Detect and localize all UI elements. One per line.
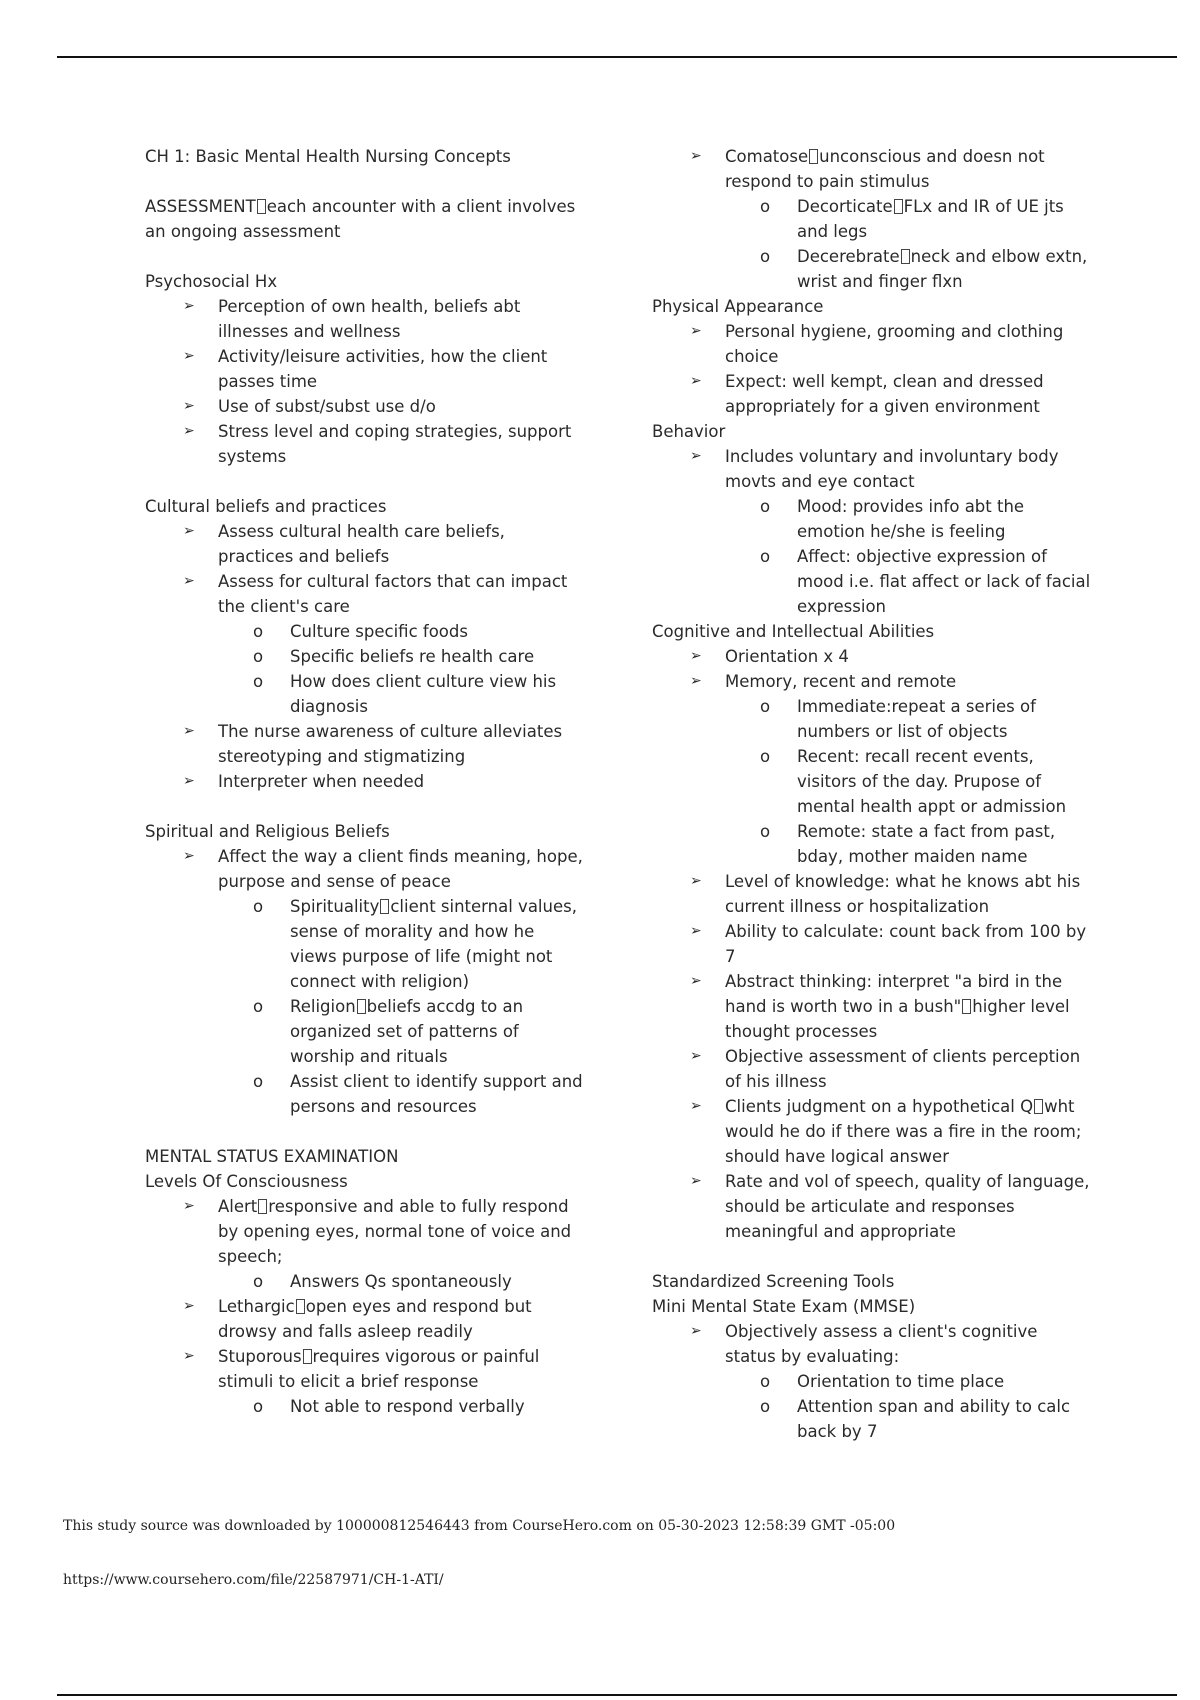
item-text: Spirituality client sinternal values, sense of morality and how he views purpose of life (might not connect with religion) bbox=[290, 897, 577, 991]
section-heading bbox=[652, 294, 1092, 319]
item-text: Stress level and coping strategies, support systems bbox=[218, 422, 572, 466]
circle-bullet-icon: o bbox=[253, 897, 264, 916]
bullet-item bbox=[652, 1169, 1092, 1244]
circle-bullet-icon: o bbox=[253, 1072, 264, 1091]
bullet-item bbox=[145, 1344, 585, 1394]
bullet-item bbox=[652, 644, 1092, 669]
item-text: Physical Appearance bbox=[652, 297, 824, 316]
item-text: Cultural beliefs and practices bbox=[145, 497, 387, 516]
item-text: Behavior bbox=[652, 422, 726, 441]
item-text: Rate and vol of speech, quality of language, should be articulate and responses meaningful and appropriate bbox=[725, 1172, 1090, 1241]
section-heading bbox=[652, 619, 1092, 644]
section-heading bbox=[652, 1294, 1092, 1319]
missing-glyph-icon bbox=[809, 149, 818, 164]
bullet-item bbox=[652, 1044, 1092, 1094]
arrow-bullet-icon: ➢ bbox=[690, 373, 702, 389]
arrow-bullet-icon: ➢ bbox=[690, 673, 702, 689]
circle-bullet-icon: o bbox=[253, 647, 264, 666]
section-heading bbox=[145, 1169, 585, 1194]
bullet-item bbox=[145, 844, 585, 894]
item-text: Religion beliefs accdg to an organized set of patterns of worship and rituals bbox=[290, 997, 524, 1066]
circle-bullet-icon: o bbox=[760, 247, 771, 266]
bullet-item bbox=[652, 319, 1092, 369]
arrow-bullet-icon: ➢ bbox=[690, 448, 702, 464]
circle-bullet-icon: o bbox=[760, 1372, 771, 1391]
spacer bbox=[145, 469, 585, 494]
bullet-item bbox=[145, 769, 585, 794]
item-text: Ability to calculate: count back from 100 by 7 bbox=[725, 922, 1087, 966]
section-heading bbox=[652, 419, 1092, 444]
bullet-item bbox=[145, 394, 585, 419]
arrow-bullet-icon: ➢ bbox=[183, 1198, 195, 1214]
item-text: Level of knowledge: what he knows abt his current illness or hospitalization bbox=[725, 872, 1081, 916]
right-column bbox=[652, 144, 1092, 1444]
missing-glyph-icon bbox=[901, 249, 910, 264]
arrow-bullet-icon: ➢ bbox=[690, 1098, 702, 1114]
bullet-item bbox=[652, 669, 1092, 694]
bullet-item bbox=[652, 869, 1092, 919]
circle-bullet-icon: o bbox=[253, 1272, 264, 1291]
sub-bullet-item bbox=[145, 644, 585, 669]
download-note: This study source was downloaded by 100000812546443 from CourseHero.com on 05-30-2023 12:58:39 GMT -05:00 bbox=[63, 1518, 896, 1534]
sub-bullet-item bbox=[145, 1069, 585, 1119]
missing-glyph-icon bbox=[894, 199, 903, 214]
item-text: Cognitive and Intellectual Abilities bbox=[652, 622, 935, 641]
sub-bullet-item bbox=[652, 744, 1092, 819]
circle-bullet-icon: o bbox=[253, 672, 264, 691]
sub-bullet-item bbox=[652, 244, 1092, 294]
item-text: Activity/leisure activities, how the client passes time bbox=[218, 347, 548, 391]
item-text: Attention span and ability to calc back by 7 bbox=[797, 1397, 1071, 1441]
section-heading bbox=[145, 1144, 585, 1169]
sub-bullet-item bbox=[652, 1394, 1092, 1444]
item-text: Not able to respond verbally bbox=[290, 1397, 525, 1416]
item-text: Objective assessment of clients perception of his illness bbox=[725, 1047, 1081, 1091]
spacer bbox=[145, 244, 585, 269]
item-text: CH 1: Basic Mental Health Nursing Concepts bbox=[145, 147, 511, 166]
sub-bullet-item bbox=[145, 894, 585, 994]
item-text: Decerebrate neck and elbow extn, wrist and finger flxn bbox=[797, 247, 1088, 291]
item-text: Immediate:repeat a series of numbers or list of objects bbox=[797, 697, 1036, 741]
item-text: Assist client to identify support and persons and resources bbox=[290, 1072, 583, 1116]
source-url[interactable]: https://www.coursehero.com/file/22587971/CH-1-ATI/ bbox=[63, 1572, 444, 1588]
item-text: Psychosocial Hx bbox=[145, 272, 278, 291]
arrow-bullet-icon: ➢ bbox=[690, 148, 702, 164]
arrow-bullet-icon: ➢ bbox=[183, 423, 195, 439]
section-heading bbox=[145, 819, 585, 844]
bullet-item bbox=[652, 969, 1092, 1044]
sub-bullet-item bbox=[145, 1394, 585, 1419]
missing-glyph-icon bbox=[303, 1349, 312, 1364]
item-text: Assess for cultural factors that can impact the client's care bbox=[218, 572, 568, 616]
sub-bullet-item bbox=[145, 994, 585, 1069]
circle-bullet-icon: o bbox=[760, 1397, 771, 1416]
item-text: Mini Mental State Exam (MMSE) bbox=[652, 1297, 916, 1316]
item-text: Answers Qs spontaneously bbox=[290, 1272, 512, 1291]
spacer bbox=[652, 1244, 1092, 1269]
missing-glyph-icon bbox=[1034, 1099, 1043, 1114]
arrow-bullet-icon: ➢ bbox=[690, 648, 702, 664]
arrow-bullet-icon: ➢ bbox=[690, 923, 702, 939]
arrow-bullet-icon: ➢ bbox=[183, 723, 195, 739]
item-text: Use of subst/subst use d/o bbox=[218, 397, 436, 416]
item-text: How does client culture view his diagnosis bbox=[290, 672, 557, 716]
section-heading bbox=[145, 494, 585, 519]
item-text: Standardized Screening Tools bbox=[652, 1272, 895, 1291]
section-heading bbox=[145, 269, 585, 294]
missing-glyph-icon bbox=[962, 999, 971, 1014]
spacer bbox=[145, 794, 585, 819]
item-text: Specific beliefs re health care bbox=[290, 647, 535, 666]
item-text: Includes voluntary and involuntary body movts and eye contact bbox=[725, 447, 1059, 491]
bullet-item bbox=[145, 569, 585, 619]
arrow-bullet-icon: ➢ bbox=[690, 1048, 702, 1064]
item-text: Remote: state a fact from past, bday, mother maiden name bbox=[797, 822, 1056, 866]
item-text: Assess cultural health care beliefs, practices and beliefs bbox=[218, 522, 505, 566]
arrow-bullet-icon: ➢ bbox=[183, 773, 195, 789]
item-text: Spiritual and Religious Beliefs bbox=[145, 822, 390, 841]
item-text: Orientation x 4 bbox=[725, 647, 849, 666]
item-text: Affect: objective expression of mood i.e. flat affect or lack of facial expression bbox=[797, 547, 1091, 616]
sub-bullet-item bbox=[652, 694, 1092, 744]
missing-glyph-icon bbox=[258, 1199, 267, 1214]
arrow-bullet-icon: ➢ bbox=[690, 1323, 702, 1339]
bullet-item bbox=[145, 419, 585, 469]
sub-bullet-item bbox=[652, 544, 1092, 619]
sub-bullet-item bbox=[145, 1269, 585, 1294]
circle-bullet-icon: o bbox=[760, 747, 771, 766]
bullet-item bbox=[652, 444, 1092, 494]
missing-glyph-icon bbox=[380, 899, 389, 914]
bullet-item bbox=[652, 144, 1092, 194]
arrow-bullet-icon: ➢ bbox=[183, 573, 195, 589]
top-rule bbox=[57, 56, 1177, 58]
spacer bbox=[145, 169, 585, 194]
item-text: Personal hygiene, grooming and clothing choice bbox=[725, 322, 1064, 366]
bottom-rule bbox=[57, 1694, 1177, 1696]
section-heading bbox=[145, 194, 585, 244]
missing-glyph-icon bbox=[296, 1299, 305, 1314]
item-text: Clients judgment on a hypothetical Q wht would he do if there was a fire in the room; should have logical answer bbox=[725, 1097, 1082, 1166]
circle-bullet-icon: o bbox=[760, 497, 771, 516]
arrow-bullet-icon: ➢ bbox=[690, 1173, 702, 1189]
item-text: Interpreter when needed bbox=[218, 772, 425, 791]
bullet-item bbox=[652, 919, 1092, 969]
bullet-item bbox=[145, 719, 585, 769]
item-text: Comatose unconscious and doesn not respond to pain stimulus bbox=[725, 147, 1045, 191]
item-text: Levels Of Consciousness bbox=[145, 1172, 348, 1191]
item-text: Perception of own health, beliefs abt illnesses and wellness bbox=[218, 297, 521, 341]
item-text: Mood: provides info abt the emotion he/she is feeling bbox=[797, 497, 1025, 541]
left-column bbox=[145, 144, 585, 1419]
arrow-bullet-icon: ➢ bbox=[183, 1298, 195, 1314]
circle-bullet-icon: o bbox=[253, 622, 264, 641]
item-text: Alert responsive and able to fully respond by opening eyes, normal tone of voice and speech; bbox=[218, 1197, 572, 1266]
circle-bullet-icon: o bbox=[760, 547, 771, 566]
bullet-item bbox=[145, 294, 585, 344]
item-text: Abstract thinking: interpret "a bird in the hand is worth two in a bush" higher level thought processes bbox=[725, 972, 1070, 1041]
item-text: Lethargic open eyes and respond but drowsy and falls asleep readily bbox=[218, 1297, 532, 1341]
arrow-bullet-icon: ➢ bbox=[183, 1348, 195, 1364]
arrow-bullet-icon: ➢ bbox=[690, 873, 702, 889]
bullet-item bbox=[145, 1294, 585, 1344]
item-text: The nurse awareness of culture alleviates stereotyping and stigmatizing bbox=[218, 722, 563, 766]
item-text: Affect the way a client finds meaning, hope, purpose and sense of peace bbox=[218, 847, 583, 891]
sub-bullet-item bbox=[145, 669, 585, 719]
bullet-item bbox=[145, 1194, 585, 1269]
sub-bullet-item bbox=[652, 819, 1092, 869]
item-text: MENTAL STATUS EXAMINATION bbox=[145, 1147, 399, 1166]
item-text: Decorticate FLx and IR of UE jts and legs bbox=[797, 197, 1064, 241]
sub-bullet-item bbox=[652, 494, 1092, 544]
sub-bullet-item bbox=[652, 194, 1092, 244]
item-text: Objectively assess a client's cognitive status by evaluating: bbox=[725, 1322, 1038, 1366]
item-text: ASSESSMENT each ancounter with a client involves an ongoing assessment bbox=[145, 197, 576, 241]
circle-bullet-icon: o bbox=[253, 997, 264, 1016]
item-text: Recent: recall recent events, visitors of the day. Prupose of mental health appt or admission bbox=[797, 747, 1067, 816]
bullet-item bbox=[145, 519, 585, 569]
circle-bullet-icon: o bbox=[760, 197, 771, 216]
section-heading bbox=[652, 1269, 1092, 1294]
bullet-item bbox=[652, 1094, 1092, 1169]
bullet-item bbox=[652, 1319, 1092, 1369]
spacer bbox=[145, 1119, 585, 1144]
arrow-bullet-icon: ➢ bbox=[183, 848, 195, 864]
item-text: Memory, recent and remote bbox=[725, 672, 957, 691]
arrow-bullet-icon: ➢ bbox=[183, 298, 195, 314]
item-text: Culture specific foods bbox=[290, 622, 468, 641]
item-text: Expect: well kempt, clean and dressed appropriately for a given environment bbox=[725, 372, 1044, 416]
arrow-bullet-icon: ➢ bbox=[690, 973, 702, 989]
circle-bullet-icon: o bbox=[760, 697, 771, 716]
item-text: Orientation to time place bbox=[797, 1372, 1005, 1391]
arrow-bullet-icon: ➢ bbox=[183, 523, 195, 539]
bullet-item bbox=[145, 344, 585, 394]
bullet-item bbox=[652, 369, 1092, 419]
circle-bullet-icon: o bbox=[253, 1397, 264, 1416]
missing-glyph-icon bbox=[357, 999, 366, 1014]
arrow-bullet-icon: ➢ bbox=[183, 348, 195, 364]
arrow-bullet-icon: ➢ bbox=[183, 398, 195, 414]
sub-bullet-item bbox=[145, 619, 585, 644]
item-text: Stuporous requires vigorous or painful stimuli to elicit a brief response bbox=[218, 1347, 540, 1391]
circle-bullet-icon: o bbox=[760, 822, 771, 841]
sub-bullet-item bbox=[652, 1369, 1092, 1394]
missing-glyph-icon bbox=[257, 199, 266, 214]
section-heading bbox=[145, 144, 585, 169]
arrow-bullet-icon: ➢ bbox=[690, 323, 702, 339]
